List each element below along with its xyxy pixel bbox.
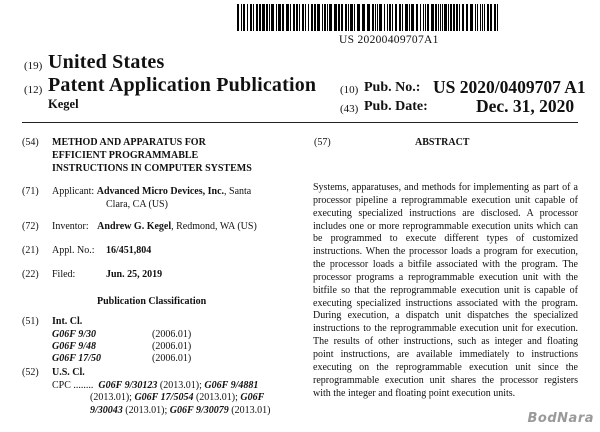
code-12: (12) — [24, 84, 43, 96]
barcode-bar — [448, 4, 449, 31]
code-19: (19) — [24, 60, 43, 72]
cpc-segment: G06F 9/4881 — [204, 380, 259, 391]
cpc-segment: CPC ........ — [52, 380, 99, 391]
int-class-date: (2006.01) — [152, 329, 192, 340]
barcode-bar — [456, 4, 458, 31]
publication-type: Patent Application Publication — [48, 74, 317, 96]
invention-title — [52, 136, 252, 175]
barcode-bar — [276, 4, 277, 31]
barcode-bar — [237, 4, 239, 31]
barcode-bar — [322, 4, 323, 31]
title-line: EFFICIENT PROGRAMMABLE — [52, 150, 199, 161]
barcode-bar — [427, 4, 429, 31]
us-cl-label: U.S. Cl. — [52, 367, 85, 378]
barcode-bar — [317, 4, 320, 31]
barcode-bar — [453, 4, 455, 31]
barcode-bar — [311, 4, 313, 31]
abstract-heading: ABSTRACT — [415, 137, 470, 148]
code-21: (21) — [22, 245, 39, 256]
barcode-bar — [271, 4, 274, 31]
cpc-segment: G06F 9/30079 — [169, 405, 229, 416]
barcode-bar — [324, 4, 326, 31]
code-52: (52) — [22, 367, 39, 378]
barcode-bar — [487, 4, 489, 31]
cpc-line — [52, 380, 258, 391]
barcode-bar — [296, 4, 298, 31]
inventor-label: Inventor: — [52, 221, 89, 232]
barcode-bar — [389, 4, 391, 31]
classification-heading: Publication Classification — [97, 296, 207, 307]
pub-date-value: Dec. 31, 2020 — [476, 96, 575, 116]
barcode-bar — [494, 4, 496, 31]
barcode-bar — [354, 4, 355, 31]
code-22: (22) — [22, 269, 39, 280]
barcode-bar — [450, 4, 452, 31]
barcode-bar — [384, 4, 385, 31]
code-57: (57) — [314, 137, 331, 148]
abstract-text: Systems, apparatuses, and methods for implementing as part of a processor pipeline a reprogrammable execution unit capable of executing specialized instructions are disclosed. A processor includes one or more reprogrammable execution units which can be programmed to execute different types of customized instructions. When the processor loads a program for execution, the processor loads a bitfile associated with the program. The processor programs a reprogrammable execution unit with the bitfile so that the reprogrammable execution unit is capable of executing specialized instructions associated with the program. During execution, a dispatch unit dispatches the specialized instructions to the reprogrammable execution unit for execution. The results of other instructions, such as integer and floating point instructions, are available immediately to instructions executing on the reprogrammable execution unit since the reprogrammable execution unit shares the processor registers with the integer and floating point execution units. — [313, 182, 578, 399]
pub-no-label: Pub. No.: — [364, 80, 421, 95]
barcode-bar — [490, 4, 492, 31]
cpc-segment: G06F 9/30123 — [98, 380, 158, 391]
barcode-bar — [282, 4, 284, 31]
barcode-bar — [357, 4, 360, 31]
barcode-bar — [241, 4, 242, 31]
int-class-date: (2006.01) — [152, 341, 192, 352]
barcode-bar — [338, 4, 340, 31]
barcode-bar — [379, 4, 382, 31]
title-line: METHOD AND APPARATUS FOR — [52, 137, 206, 148]
barcode-bar — [402, 4, 403, 31]
barcode-bar — [293, 4, 295, 31]
int-class-code: G06F 9/48 — [52, 341, 96, 352]
cpc-segment: G06F 17/5054 — [134, 392, 194, 403]
barcode-bar — [459, 4, 460, 31]
barcode-bar — [442, 4, 443, 31]
cpc-line — [90, 392, 264, 403]
barcode-bar — [497, 4, 498, 31]
barcode-bar — [350, 4, 353, 31]
barcode-bar — [482, 4, 483, 31]
barcode-bar — [411, 4, 414, 31]
int-class-code: G06F 9/30 — [52, 329, 96, 340]
barcode-bar — [250, 4, 252, 31]
barcode-bar — [440, 4, 441, 31]
code-54: (54) — [22, 137, 39, 148]
barcode-bar — [477, 4, 478, 31]
int-class-code: G06F 17/50 — [52, 353, 101, 364]
applicant-field — [52, 186, 251, 197]
barcode-bar — [362, 4, 365, 31]
applicant-location: , Santa — [224, 186, 252, 197]
applicant-name: Advanced Micro Devices, Inc. — [96, 186, 225, 197]
barcode-bar — [286, 4, 289, 31]
barcode-bar — [290, 4, 291, 31]
appl-no-label: Appl. No.: — [52, 245, 95, 256]
barcode-bar — [377, 4, 378, 31]
barcode-bar — [395, 4, 397, 31]
inventor-location: , Redmond, WA (US) — [171, 221, 257, 232]
watermark-logo: BodNara — [527, 411, 594, 426]
barcode-bar — [256, 4, 258, 31]
barcode-bar — [327, 4, 328, 31]
header-rule — [22, 122, 578, 123]
inventor-field — [52, 221, 257, 232]
barcode-bar — [435, 4, 437, 31]
barcode-bar — [425, 4, 426, 31]
int-class-date: (2006.01) — [152, 353, 192, 364]
header-inventor: Kegel — [48, 97, 79, 111]
barcode-bar — [243, 4, 245, 31]
barcode-bar — [262, 4, 265, 31]
code-10: (10) — [340, 84, 359, 96]
cpc-segment: (2013.01); — [90, 392, 135, 403]
barcode-bar — [416, 4, 418, 31]
barcode-bar — [299, 4, 300, 31]
barcode-bar — [475, 4, 476, 31]
cpc-segment: (2013.01); — [193, 392, 241, 403]
cpc-segment: 9/30043 — [90, 405, 123, 416]
barcode-bar — [438, 4, 439, 31]
barcode-bar — [259, 4, 261, 31]
barcode-bar — [372, 4, 374, 31]
applicant-label: Applicant: — [52, 186, 95, 197]
barcode-bar — [329, 4, 332, 31]
pub-no-value: US 2020/0409707 A1 — [433, 77, 586, 97]
barcode-bar — [423, 4, 424, 31]
barcode-bar — [484, 4, 485, 31]
barcode-bar — [334, 4, 337, 31]
applicant-location-cont: Clara, CA (US) — [106, 199, 168, 210]
barcode-bar — [247, 4, 248, 31]
barcode-bar — [269, 4, 270, 31]
code-43: (43) — [340, 103, 359, 115]
barcode-bar — [462, 4, 464, 31]
barcode-bar — [314, 4, 316, 31]
barcode-bar — [444, 4, 447, 31]
cpc-line — [90, 405, 270, 416]
barcode-bar — [409, 4, 410, 31]
barcode-image — [237, 4, 499, 31]
filed-value: Jun. 25, 2019 — [106, 269, 163, 280]
code-71: (71) — [22, 186, 39, 197]
barcode-bar — [405, 4, 408, 31]
barcode-bar — [399, 4, 401, 31]
code-72: (72) — [22, 221, 39, 232]
barcode-bar — [420, 4, 421, 31]
cpc-segment: G06F — [240, 392, 265, 403]
barcode-bar — [392, 4, 393, 31]
document-number: US 20200409707A1 — [339, 34, 439, 46]
code-51: (51) — [22, 316, 39, 327]
pub-date-label: Pub. Date: — [364, 99, 428, 114]
barcode-bar — [302, 4, 304, 31]
filed-label: Filed: — [52, 269, 76, 280]
appl-no-value: 16/451,804 — [106, 245, 152, 256]
cpc-segment: (2013.01) — [228, 405, 271, 416]
cpc-segment: (2013.01); — [122, 405, 170, 416]
barcode-bar — [466, 4, 468, 31]
cpc-segment: (2013.01); — [157, 380, 205, 391]
barcode-bar — [348, 4, 349, 31]
barcode-bar — [305, 4, 306, 31]
country: United States — [48, 51, 165, 73]
barcode-bar — [367, 4, 370, 31]
barcode-bar — [266, 4, 268, 31]
barcode-bar — [253, 4, 254, 31]
barcode-bar — [341, 4, 343, 31]
barcode-bar — [470, 4, 473, 31]
barcode-bar — [345, 4, 347, 31]
barcode-bar — [387, 4, 388, 31]
barcode-bar — [480, 4, 481, 31]
inventor-name: Andrew G. Kegel — [97, 221, 172, 232]
int-cl-label: Int. Cl. — [52, 316, 83, 327]
barcode-bar — [308, 4, 309, 31]
title-line: INSTRUCTIONS IN COMPUTER SYSTEMS — [52, 163, 252, 174]
barcode-bar — [375, 4, 376, 31]
barcode-bar — [431, 4, 434, 31]
barcode-bar — [278, 4, 281, 31]
